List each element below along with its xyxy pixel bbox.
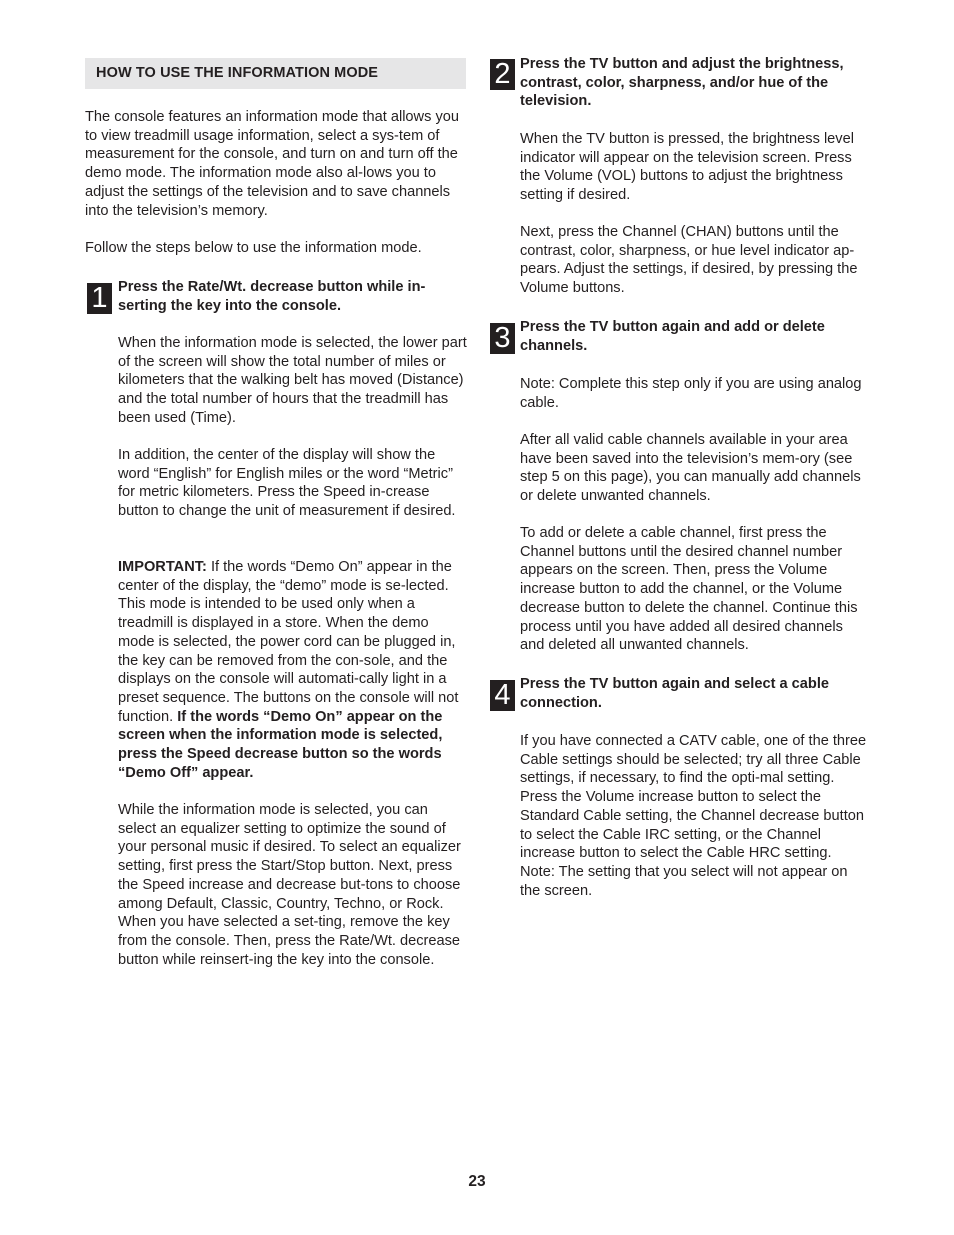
step-3-number: 3 bbox=[490, 323, 515, 354]
step-1-number: 1 bbox=[87, 283, 112, 314]
step-4-paragraph-1: If you have connected a CATV cable, one of the three Cable settings should be selected; try all three Cable settings, if necessary, to find the opti-mal setting. Press the Volume increase button to select the Standard Cable setting, the Channel decrease button to select the Cable IRC setting, or the Channel increase button to select the Cable HRC setting. Note: The setting that you select will not appear on the screen. bbox=[520, 733, 867, 899]
step-1-paragraph-4: While the information mode is selected, you can select an equalizer setting to optimize the sound of your personal music if desired. To select an equalizer setting, first press the Start/Stop button. Next, press the Speed increase and decrease but-tons to choose among Default, Classic, Country, Techno, or Rock. When you have selected a set-ting, remove the key from the console. Then, press the Rate/Wt. decrease button while reinsert-ing the key into the console. bbox=[118, 802, 461, 968]
step-2-paragraph-2: Next, press the Channel (CHAN) buttons until the contrast, color, sharpness, or hue level indicator ap-pears. Adjust the settings, if desired, by pressing the Volume buttons. bbox=[520, 224, 858, 297]
step-3-paragraph-1: Note: Complete this step only if you are using analog cable. bbox=[520, 376, 862, 411]
step-3-paragraph-2: After all valid cable channels available in your area have been saved into the television’s mem-ory (see step 5 on this page), you can manually add channels or delete unwanted channels. bbox=[520, 432, 861, 505]
important-label: IMPORTANT: bbox=[118, 559, 207, 575]
step-1-title: Press the Rate/Wt. decrease button while in-serting the key into the console. bbox=[118, 279, 426, 314]
intro-paragraph: The console features an information mode that allows you to view treadmill usage information, select a sys-tem of measurement for the console, and turn on and turn off the demo mode. The information mode also al-lows you to adjust the settings of the television and to save channels into the television’s memory. bbox=[85, 109, 459, 219]
step-1-important-paragraph bbox=[118, 558, 468, 782]
step-1-paragraph-2: In addition, the center of the display will show the word “English” for English miles or the word “Metric” for metric kilometers. Press the Speed in-crease button to change the unit of measurement if desired. bbox=[118, 447, 456, 520]
step-3-paragraph-3: To add or delete a cable channel, first press the Channel buttons until the desired channel number appears on the screen. Then, press the Volume increase button to add the channel, or the Volume decrease button to delete the channel. Continue this process until you have added all desired channels and deleted all unwanted channels. bbox=[520, 525, 858, 654]
step-3-title: Press the TV button again and add or delete channels. bbox=[520, 319, 825, 354]
step-2-paragraph-1: When the TV button is pressed, the brightness level indicator will appear on the television screen. Press the Volume (VOL) buttons to adjust the brightness setting if desired. bbox=[520, 131, 854, 204]
step-1-paragraph-1: When the information mode is selected, the lower part of the screen will show the total number of miles or kilometers that the walking belt has moved (Distance) and the total number of hours that the treadmill has been used (Time). bbox=[118, 335, 467, 426]
step-4-title: Press the TV button again and select a cable connection. bbox=[520, 676, 829, 711]
page-number: 23 bbox=[468, 1173, 486, 1190]
follow-steps-paragraph: Follow the steps below to use the information mode. bbox=[85, 240, 422, 256]
step-2-number: 2 bbox=[490, 59, 515, 90]
step-2-title: Press the TV button and adjust the brightness, contrast, color, sharpness, and/or hue of the television. bbox=[520, 56, 844, 110]
important-bold-text: If the words “Demo On” appear on the screen when the information mode is selected, press the Speed decrease button so the words “Demo Off” appear. bbox=[118, 708, 443, 781]
step-4-number: 4 bbox=[490, 680, 515, 711]
important-text: If the words “Demo On” appear in the center of the display, the “demo” mode is se-lected. This mode is intended to be used only when a treadmill is displayed in a store. When the demo mode is selected, the power cord can be plugged in, the key can be removed from the con-sole, and the displays on the console will automati-cally light in a preset sequence. The buttons on the console will not function. bbox=[118, 559, 459, 725]
section-header: HOW TO USE THE INFORMATION MODE bbox=[85, 58, 466, 89]
